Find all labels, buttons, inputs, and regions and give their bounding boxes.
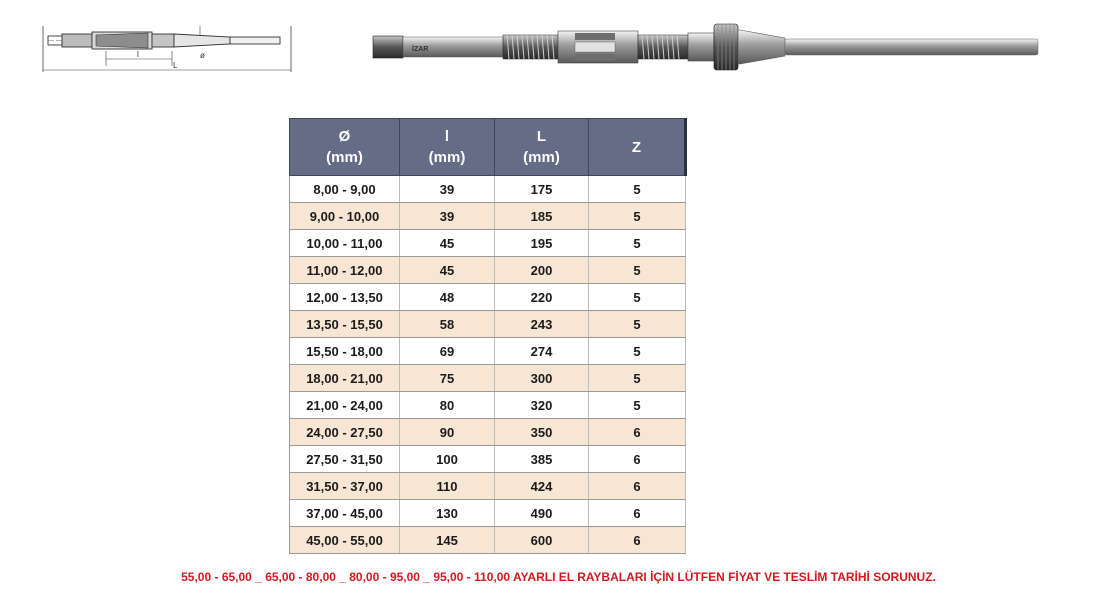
cell-blade-count: 5 — [589, 284, 686, 311]
cell-diameter-range: 31,50 - 37,00 — [290, 473, 400, 500]
header-blade-count — [589, 119, 686, 176]
table-header-row — [290, 119, 686, 176]
cell-diameter-range: 24,00 - 27,50 — [290, 419, 400, 446]
cell-blade-count: 6 — [589, 419, 686, 446]
table-row — [290, 338, 686, 365]
dimension-label-l: l — [137, 50, 139, 59]
table-row — [290, 311, 686, 338]
header-cutting-length-symbol: l — [444, 128, 450, 145]
reamer-spec-table — [289, 118, 687, 554]
table-row — [290, 392, 686, 419]
cell-diameter-range: 18,00 - 21,00 — [290, 365, 400, 392]
cell-total-length: 490 — [495, 500, 589, 527]
cell-total-length: 350 — [495, 419, 589, 446]
table-row — [290, 446, 686, 473]
header-total-length-unit: (mm) — [523, 149, 560, 166]
cell-diameter-range: 21,00 - 24,00 — [290, 392, 400, 419]
table-row — [290, 419, 686, 446]
table-row — [290, 527, 686, 554]
cell-blade-count: 5 — [589, 203, 686, 230]
cell-cutting-length: 130 — [400, 500, 495, 527]
dimension-label-diameter: ø — [200, 51, 205, 60]
cell-cutting-length: 48 — [400, 284, 495, 311]
cell-total-length: 175 — [495, 176, 589, 203]
cell-cutting-length: 45 — [400, 230, 495, 257]
brand-text: İZAR — [412, 46, 429, 53]
header-total-length — [495, 119, 589, 176]
cell-cutting-length: 58 — [400, 311, 495, 338]
header-diameter — [290, 119, 400, 176]
header-diameter-unit: (mm) — [326, 149, 363, 166]
table-row — [290, 500, 686, 527]
cell-blade-count: 5 — [589, 176, 686, 203]
cell-total-length: 185 — [495, 203, 589, 230]
table-row — [290, 230, 686, 257]
table-row — [290, 203, 686, 230]
header-cutting-length — [400, 119, 495, 176]
cell-diameter-range: 15,50 - 18,00 — [290, 338, 400, 365]
cell-cutting-length: 90 — [400, 419, 495, 446]
cell-blade-count: 5 — [589, 257, 686, 284]
cell-cutting-length: 145 — [400, 527, 495, 554]
header-blade-count-symbol: Z — [631, 138, 642, 156]
cell-diameter-range: 13,50 - 15,50 — [290, 311, 400, 338]
cell-total-length: 424 — [495, 473, 589, 500]
cell-blade-count: 5 — [589, 230, 686, 257]
cell-blade-count: 5 — [589, 392, 686, 419]
header-cutting-length-unit: (mm) — [428, 149, 466, 166]
cell-cutting-length: 75 — [400, 365, 495, 392]
cell-diameter-range: 12,00 - 13,50 — [290, 284, 400, 311]
cell-total-length: 274 — [495, 338, 589, 365]
table-row — [290, 473, 686, 500]
header-diameter-symbol: Ø — [338, 128, 351, 145]
cell-diameter-range: 37,00 - 45,00 — [290, 500, 400, 527]
cell-cutting-length: 39 — [400, 176, 495, 203]
reamer-technical-drawing — [40, 22, 295, 77]
cell-blade-count: 5 — [589, 311, 686, 338]
cell-blade-count: 6 — [589, 527, 686, 554]
cell-total-length: 385 — [495, 446, 589, 473]
cell-diameter-range: 10,00 - 11,00 — [290, 230, 400, 257]
cell-total-length: 200 — [495, 257, 589, 284]
cell-diameter-range: 9,00 - 10,00 — [290, 203, 400, 230]
table-row — [290, 176, 686, 203]
cell-total-length: 220 — [495, 284, 589, 311]
cell-cutting-length: 45 — [400, 257, 495, 284]
table-row — [290, 257, 686, 284]
cell-cutting-length: 69 — [400, 338, 495, 365]
cell-diameter-range: 11,00 - 12,00 — [290, 257, 400, 284]
custom-size-note: 55,00 - 65,00 _ 65,00 - 80,00 _ 80,00 - 95,00 _ 95,00 - 110,00 AYARLI EL RAYBALARI İÇİN LÜTFEN FİYAT VE TESLİM TARİHİ SORUNUZ. — [181, 570, 936, 584]
cell-blade-count: 6 — [589, 473, 686, 500]
header-total-length-symbol: L — [536, 128, 547, 145]
cell-diameter-range: 45,00 - 55,00 — [290, 527, 400, 554]
cell-blade-count: 6 — [589, 446, 686, 473]
cell-diameter-range: 8,00 - 9,00 — [290, 176, 400, 203]
cell-cutting-length: 80 — [400, 392, 495, 419]
cell-blade-count: 5 — [589, 365, 686, 392]
cell-total-length: 600 — [495, 527, 589, 554]
table-row — [290, 284, 686, 311]
cell-cutting-length: 100 — [400, 446, 495, 473]
cell-blade-count: 6 — [589, 500, 686, 527]
reamer-product-photo — [370, 18, 1045, 76]
cell-cutting-length: 110 — [400, 473, 495, 500]
table-row — [290, 365, 686, 392]
cell-blade-count: 5 — [589, 338, 686, 365]
cell-cutting-length: 39 — [400, 203, 495, 230]
cell-total-length: 195 — [495, 230, 589, 257]
cell-total-length: 300 — [495, 365, 589, 392]
dimension-label-L: L — [173, 61, 178, 70]
cell-total-length: 320 — [495, 392, 589, 419]
cell-diameter-range: 27,50 - 31,50 — [290, 446, 400, 473]
cell-total-length: 243 — [495, 311, 589, 338]
